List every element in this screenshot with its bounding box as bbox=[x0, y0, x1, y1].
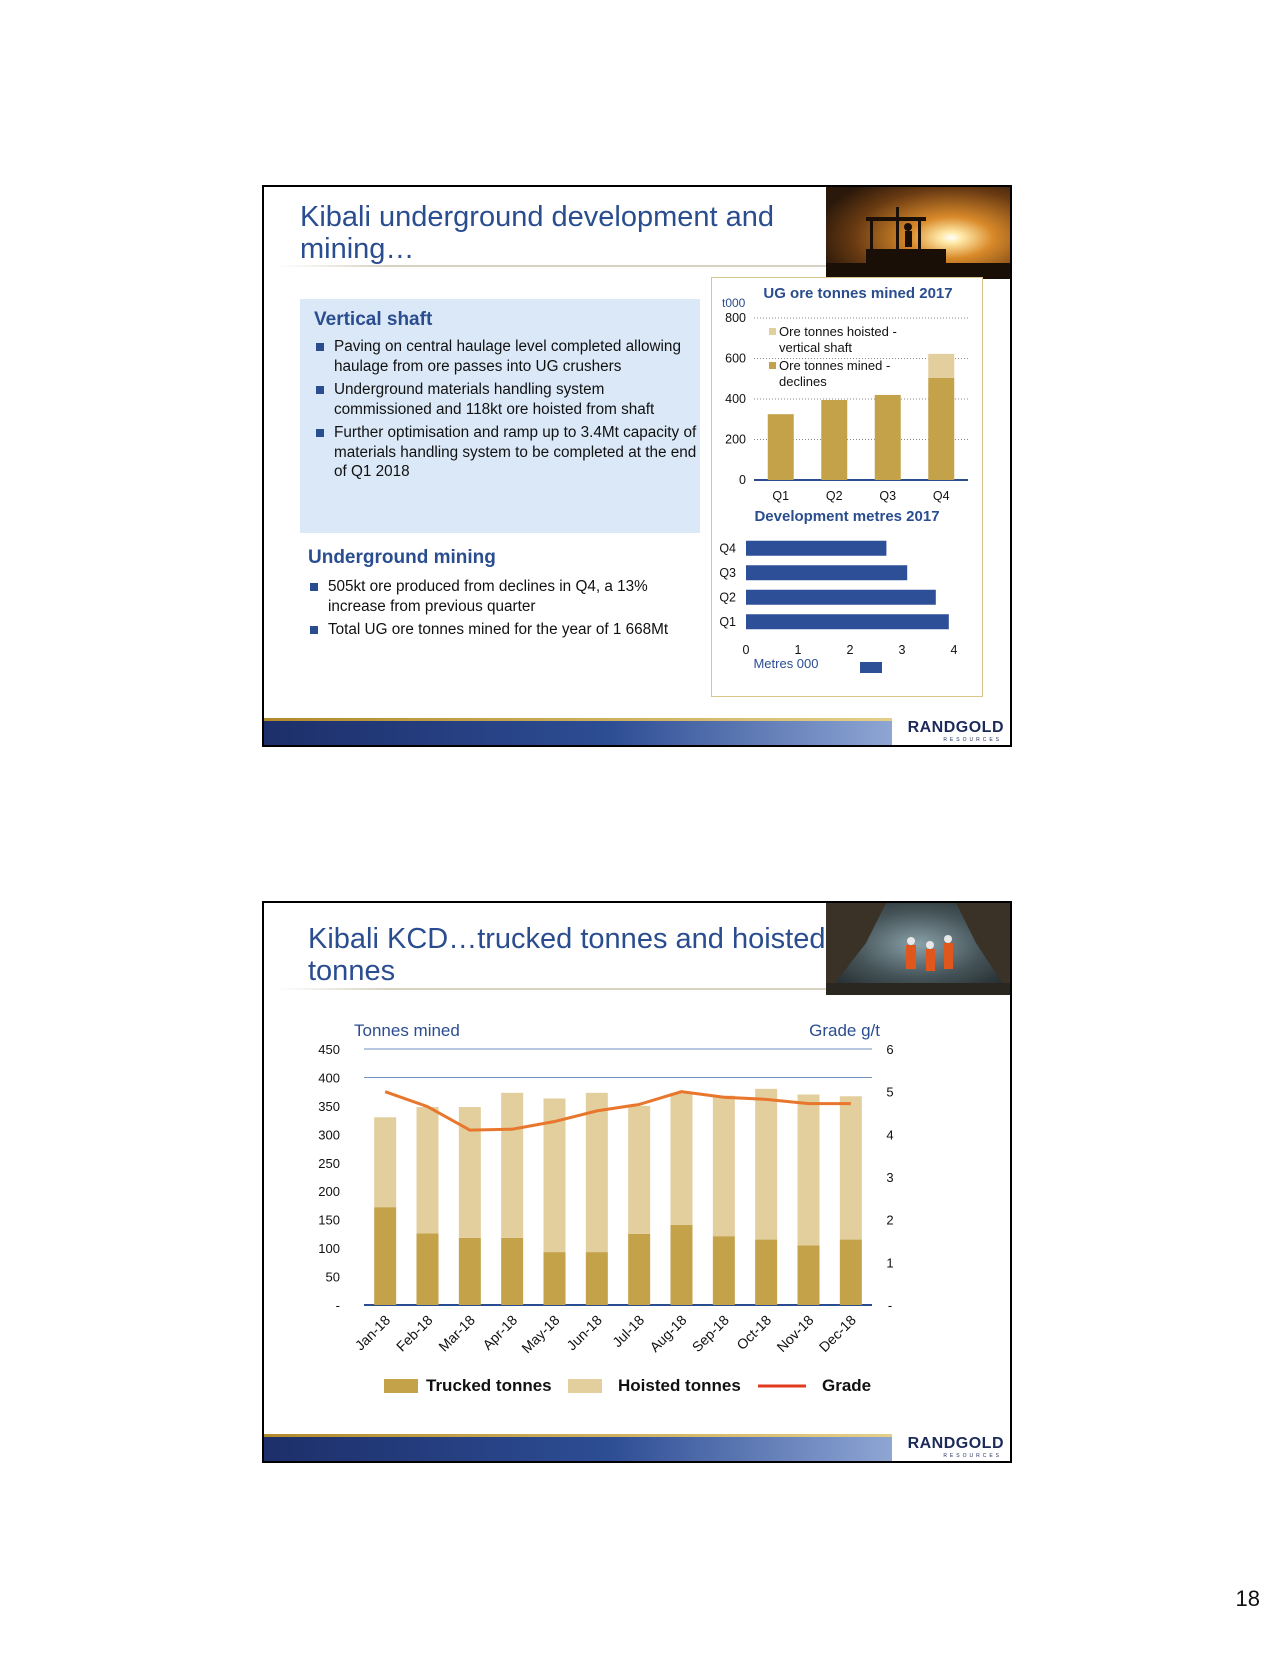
y-tick-label: 200 bbox=[318, 1184, 340, 1200]
bar-development bbox=[746, 590, 936, 605]
bar-trucked bbox=[586, 1252, 608, 1305]
slide-title: Kibali KCD…trucked tonnes and hoisted tonnes bbox=[308, 923, 826, 987]
sunset-miner-photo bbox=[826, 187, 1010, 279]
bar-trucked bbox=[840, 1240, 862, 1305]
chart-title: UG ore tonnes mined 2017 bbox=[763, 285, 953, 302]
y-tick-label: 200 bbox=[725, 432, 746, 447]
legend-label: Ore tonnes hoisted -vertical shaft bbox=[779, 324, 897, 355]
y2-tick-label: - bbox=[887, 1298, 893, 1313]
bar-trucked bbox=[755, 1240, 777, 1305]
slide-title: Kibali underground development and mining… bbox=[300, 201, 775, 265]
grade-line bbox=[385, 1092, 851, 1130]
randgold-logo-sub: RESOURCES bbox=[943, 737, 1002, 743]
y-axis-label: t000 bbox=[722, 296, 746, 310]
x-tick-label: Nov-18 bbox=[773, 1311, 817, 1356]
chart-panel bbox=[711, 277, 983, 697]
bar-hoisted bbox=[755, 1089, 777, 1240]
bar-trucked bbox=[544, 1252, 566, 1305]
y-tick-label: 50 bbox=[325, 1269, 340, 1285]
bar-hoisted bbox=[798, 1095, 820, 1246]
x-tick-label: Dec-18 bbox=[815, 1311, 859, 1356]
x-axis-label: Metres 000 bbox=[753, 656, 819, 671]
bar-hoisted bbox=[628, 1106, 650, 1234]
y2-tick-label: 3 bbox=[886, 1170, 894, 1185]
x-tick-label: Oct-18 bbox=[733, 1311, 775, 1353]
legend-swatch-trucked bbox=[384, 1379, 418, 1393]
bar-declines bbox=[928, 378, 954, 480]
vertical-shaft-heading: Vertical shaft bbox=[314, 309, 433, 330]
x-tick-label: 2 bbox=[846, 643, 854, 657]
underground-mining-bullets bbox=[308, 577, 688, 640]
legend-label: Hoisted tonnes bbox=[618, 1376, 741, 1395]
bullet-item: Further optimisation and ramp up to 3.4Mt capacity of materials handling system to be completed at the end of Q1 2018 bbox=[314, 423, 700, 482]
slide-ug-development bbox=[262, 185, 1012, 747]
y-tick-label: 0 bbox=[739, 473, 746, 487]
vertical-shaft-panel bbox=[300, 299, 700, 533]
bullet-item: 505kt ore produced from declines in Q4, a 13% increase from previous quarter bbox=[308, 577, 688, 616]
bar-hoisted bbox=[374, 1117, 396, 1207]
y-tick-label: 450 bbox=[318, 1042, 340, 1057]
x-tick-label: Mar-18 bbox=[435, 1311, 478, 1355]
randgold-logo: RANDGOLD bbox=[907, 1435, 1004, 1452]
x-tick-label: Aug-18 bbox=[646, 1311, 690, 1356]
kcd-tonnes-chart bbox=[304, 1019, 924, 1439]
x-tick-label: Jan-18 bbox=[351, 1311, 394, 1354]
y2-tick-label: 1 bbox=[886, 1255, 894, 1271]
bar-hoisted bbox=[840, 1096, 862, 1239]
bar-hoisted bbox=[417, 1107, 439, 1233]
bar-trucked bbox=[501, 1238, 523, 1305]
bar-trucked bbox=[628, 1234, 650, 1305]
y-tick-label: 350 bbox=[318, 1098, 340, 1114]
bar-trucked bbox=[798, 1245, 820, 1305]
x-tick-label: Jul-18 bbox=[609, 1311, 648, 1351]
x-tick-label: Q3 bbox=[879, 489, 897, 503]
legend-label: Grade bbox=[822, 1376, 872, 1395]
legend-label: Ore tonnes mined -declines bbox=[779, 358, 891, 389]
chart-title-development: Development metres 2017 bbox=[754, 508, 940, 525]
title-divider bbox=[278, 988, 830, 990]
y-tick-label: 300 bbox=[318, 1127, 340, 1143]
bullet-item: Underground materials handling system commissioned and 118kt ore hoisted from shaft bbox=[314, 380, 700, 419]
x-tick-label: 4 bbox=[950, 643, 958, 657]
y-tick-label: Q4 bbox=[719, 541, 736, 556]
y-tick-label: - bbox=[335, 1298, 340, 1313]
legend-swatch bbox=[769, 328, 776, 335]
y2-tick-label: 2 bbox=[886, 1212, 894, 1228]
bar-hoisted bbox=[671, 1093, 693, 1225]
x-tick-label: 3 bbox=[898, 643, 906, 657]
y-tick-label: 250 bbox=[318, 1155, 340, 1171]
bar-trucked bbox=[459, 1238, 481, 1305]
x-tick-label: Q4 bbox=[932, 489, 950, 503]
bar-declines bbox=[821, 400, 847, 480]
bar-declines bbox=[768, 414, 794, 480]
bar-hoisted bbox=[501, 1093, 523, 1238]
y-tick-label: 800 bbox=[725, 311, 746, 325]
bar-development bbox=[746, 614, 949, 629]
bar-development bbox=[746, 565, 907, 580]
x-tick-label: 0 bbox=[742, 643, 750, 657]
bullet-item: Paving on central haulage level completed allowing haulage from ore passes into UG crushers bbox=[314, 337, 700, 376]
page-number: 18 bbox=[1235, 1586, 1260, 1611]
x-tick-label: Sep-18 bbox=[688, 1311, 732, 1356]
bar-trucked bbox=[417, 1233, 439, 1305]
development-metres-chart bbox=[712, 526, 982, 696]
x-tick-label: Apr-18 bbox=[479, 1311, 521, 1353]
y2-tick-label: 5 bbox=[886, 1084, 894, 1100]
underground-mining-section bbox=[308, 547, 688, 644]
x-tick-label: Q1 bbox=[772, 489, 790, 503]
title-divider bbox=[278, 265, 830, 267]
bar-declines bbox=[875, 395, 901, 480]
slide-kcd-tonnes bbox=[262, 901, 1012, 1463]
underground-miners-photo bbox=[826, 903, 1010, 995]
y-tick-label: Q2 bbox=[719, 590, 736, 605]
y2-tick-label: 4 bbox=[886, 1127, 894, 1143]
legend-swatch bbox=[860, 662, 882, 673]
y2-axis-label: Grade g/t bbox=[809, 1021, 880, 1040]
y2-tick-label: 6 bbox=[886, 1042, 894, 1057]
randgold-logo-sub: RESOURCES bbox=[943, 1453, 1002, 1459]
randgold-logo: RANDGOLD bbox=[907, 719, 1004, 736]
y-tick-label: 150 bbox=[318, 1212, 340, 1228]
x-tick-label: Q2 bbox=[825, 489, 843, 503]
y-tick-label: 600 bbox=[725, 351, 746, 366]
ug-ore-tonnes-chart bbox=[712, 278, 982, 528]
y-tick-label: Q3 bbox=[719, 565, 736, 580]
y-tick-label: 400 bbox=[725, 392, 746, 406]
underground-mining-heading: Underground mining bbox=[308, 547, 496, 568]
footer-bar bbox=[264, 721, 892, 745]
footer-bar bbox=[264, 1437, 892, 1461]
legend-swatch-hoisted bbox=[568, 1379, 602, 1393]
y-axis-label: Tonnes mined bbox=[354, 1021, 460, 1040]
legend-swatch bbox=[769, 362, 776, 369]
bar-development bbox=[746, 541, 886, 556]
y-tick-label: 100 bbox=[318, 1241, 340, 1257]
x-tick-label: Feb-18 bbox=[392, 1311, 436, 1355]
x-tick-label: Jun-18 bbox=[563, 1311, 605, 1354]
bar-trucked bbox=[713, 1236, 735, 1305]
x-tick-label: May-18 bbox=[518, 1311, 563, 1357]
legend-label: Trucked tonnes bbox=[426, 1376, 552, 1395]
y-tick-label: 400 bbox=[318, 1070, 340, 1086]
bullet-item: Total UG ore tonnes mined for the year of 1 668Mt bbox=[308, 620, 688, 640]
bar-hoisted bbox=[586, 1093, 608, 1252]
bar-trucked bbox=[671, 1225, 693, 1305]
bar-hoisted bbox=[713, 1096, 735, 1237]
bar-trucked bbox=[374, 1207, 396, 1305]
vertical-shaft-bullets bbox=[314, 337, 700, 482]
bar-hoisted bbox=[928, 354, 954, 378]
x-tick-label: 1 bbox=[794, 643, 802, 657]
y-tick-label: Q1 bbox=[719, 614, 736, 629]
